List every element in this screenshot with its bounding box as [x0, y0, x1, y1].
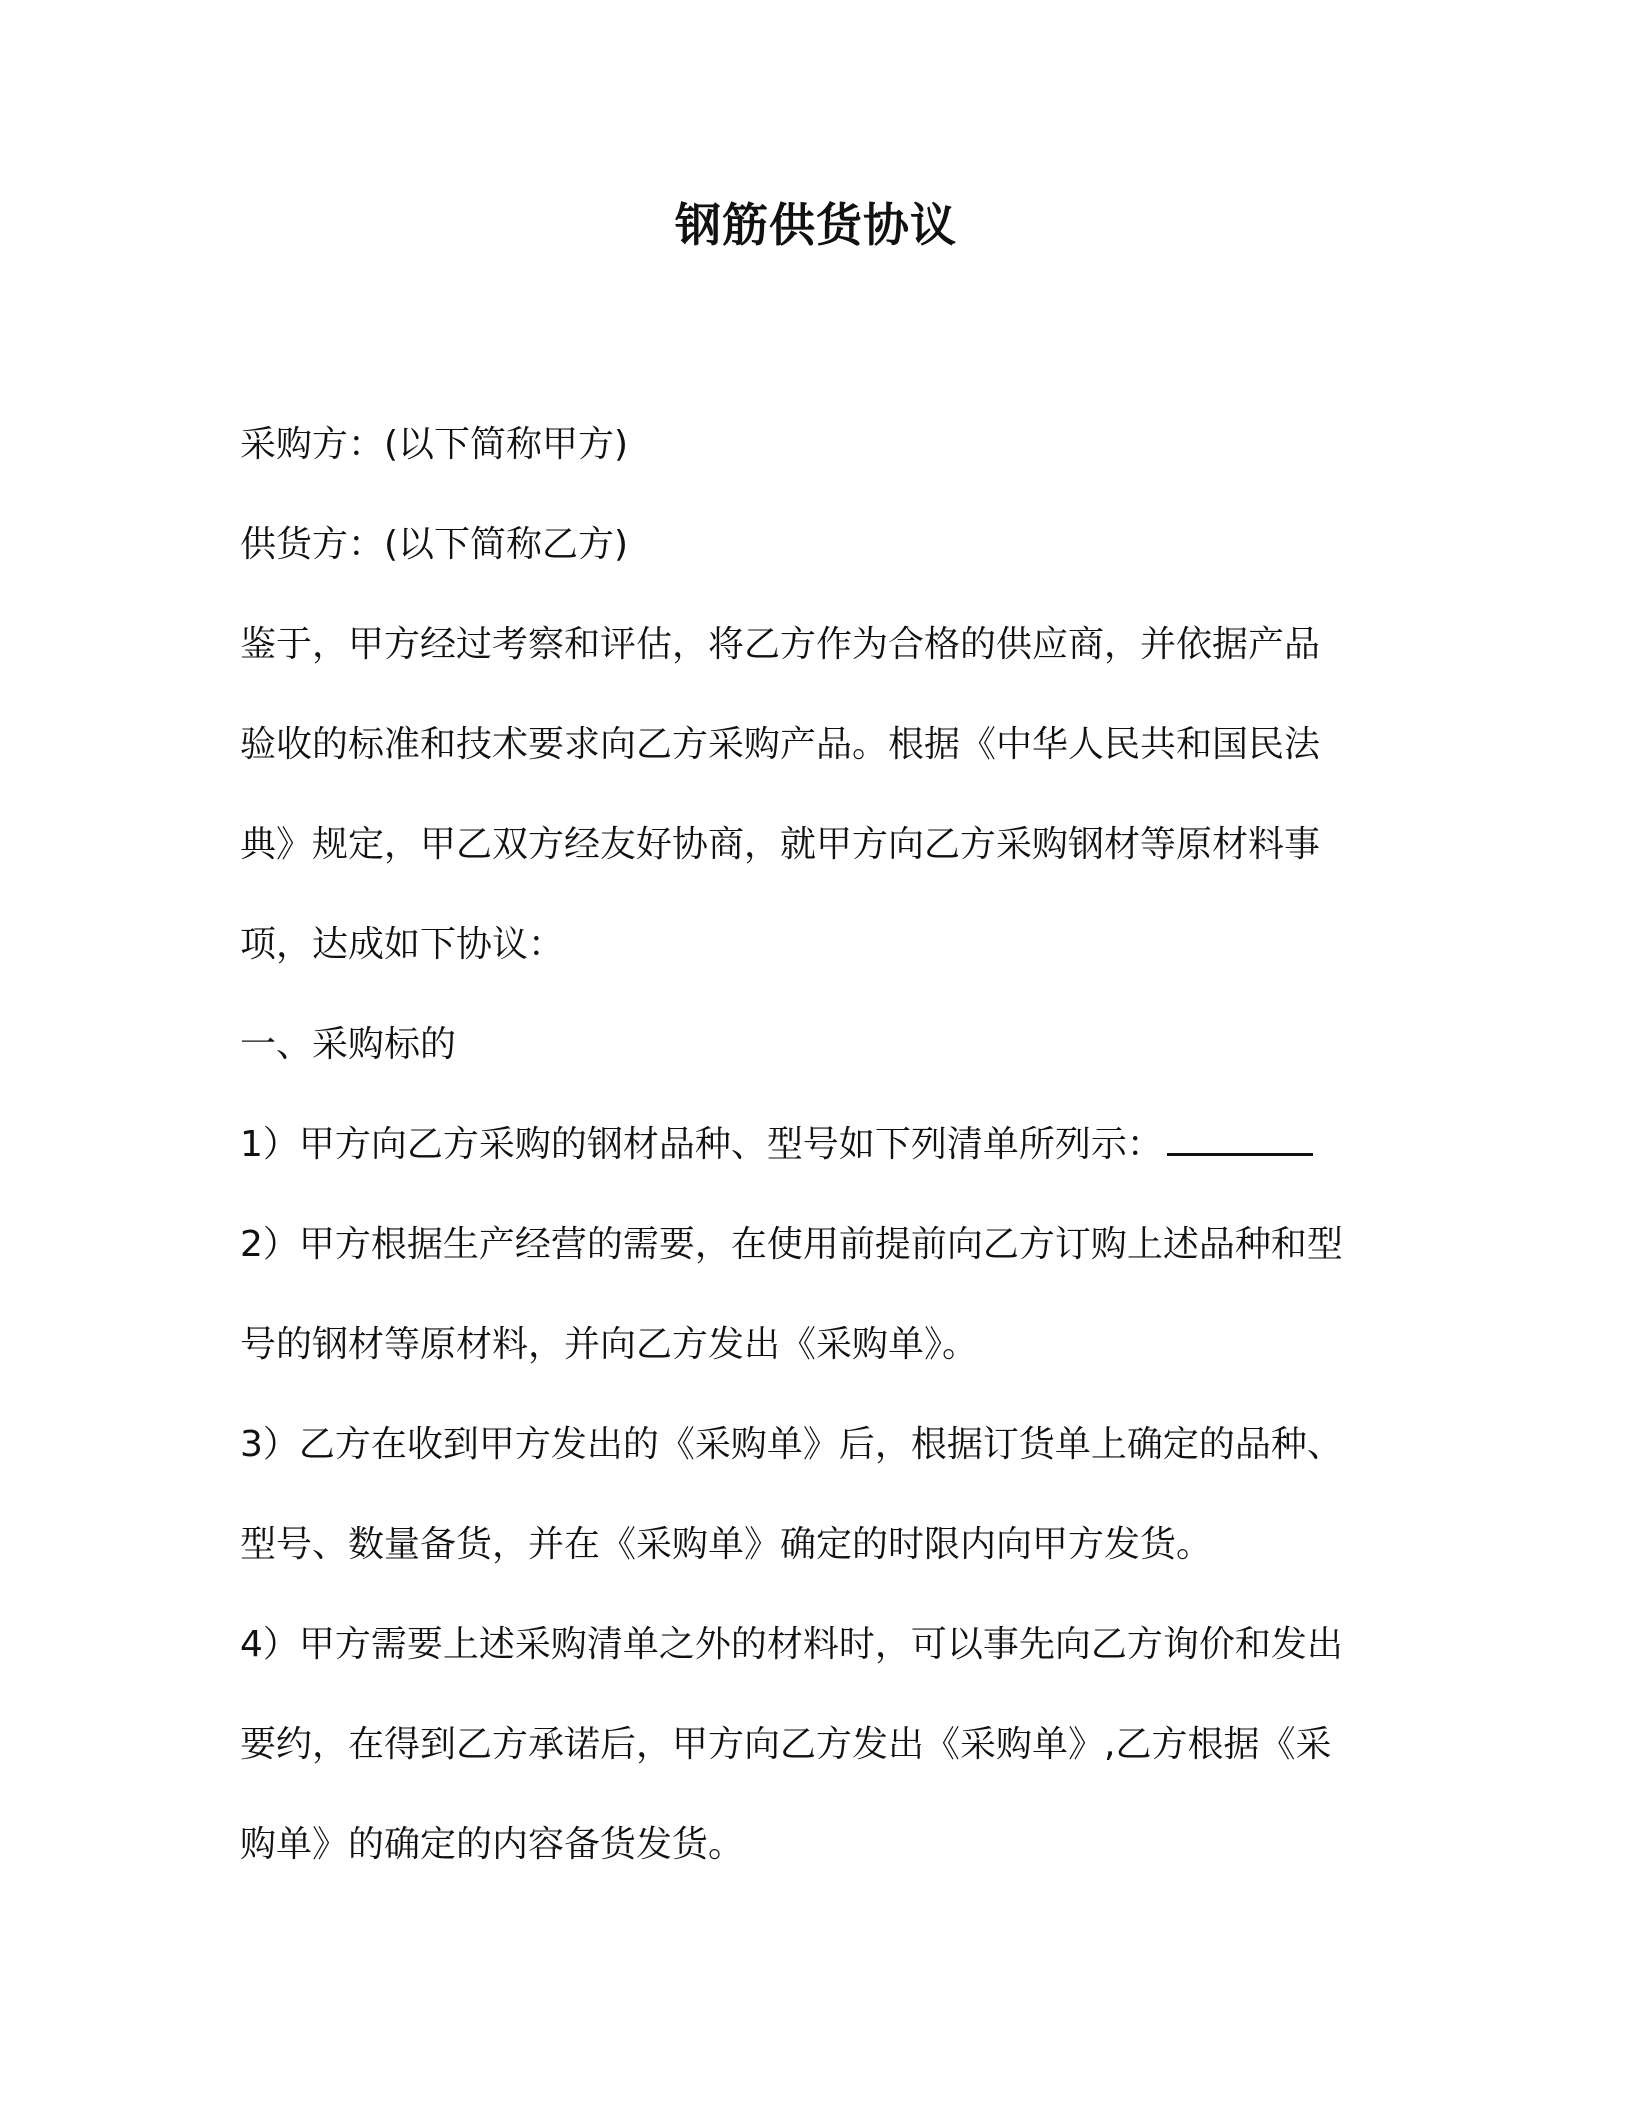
clause-1-text: 1）甲方向乙方采购的钢材品种、型号如下列清单所列示：	[240, 1124, 1163, 1165]
clause-3-line-2: 型号、数量备货，并在《采购单》确定的时限内向甲方发货。	[240, 1524, 1213, 1565]
clause-2-line-2: 号的钢材等原材料，并向乙方发出《采购单》。	[240, 1324, 979, 1365]
document-title: 钢筋供货协议	[675, 198, 957, 252]
clause-3-line-1: 3）乙方在收到甲方发出的《采购单》后，根据订货单上确定的品种、	[240, 1424, 1343, 1465]
section-heading: 一、采购标的	[240, 1024, 457, 1065]
buyer-line: 采购方：(以下简称甲方)	[240, 424, 629, 465]
preamble-line-4: 项，达成如下协议：	[240, 924, 565, 965]
preamble-line-3: 典》规定，甲乙双方经友好协商，就甲方向乙方采购钢材等原材料事	[240, 824, 1321, 865]
clause-4-line-1: 4）甲方需要上述采购清单之外的材料时，可以事先向乙方询价和发出	[240, 1624, 1343, 1665]
clause-4-line-2: 要约，在得到乙方承诺后，甲方向乙方发出《采购单》,乙方根据《采	[240, 1724, 1332, 1765]
clause-2-line-1: 2）甲方根据生产经营的需要，在使用前提前向乙方订购上述品种和型	[240, 1224, 1343, 1265]
clause-1-line	[240, 1120, 1400, 1170]
fill-in-blank	[1167, 1123, 1313, 1156]
clause-4-line-3: 购单》的确定的内容备货发货。	[240, 1824, 745, 1865]
supplier-line: 供货方：(以下简称乙方)	[240, 524, 629, 565]
preamble-line-1: 鉴于，甲方经过考察和评估，将乙方作为合格的供应商，并依据产品	[240, 624, 1321, 665]
preamble-line-2: 验收的标准和技术要求向乙方采购产品。根据《中华人民共和国民法	[240, 724, 1321, 765]
